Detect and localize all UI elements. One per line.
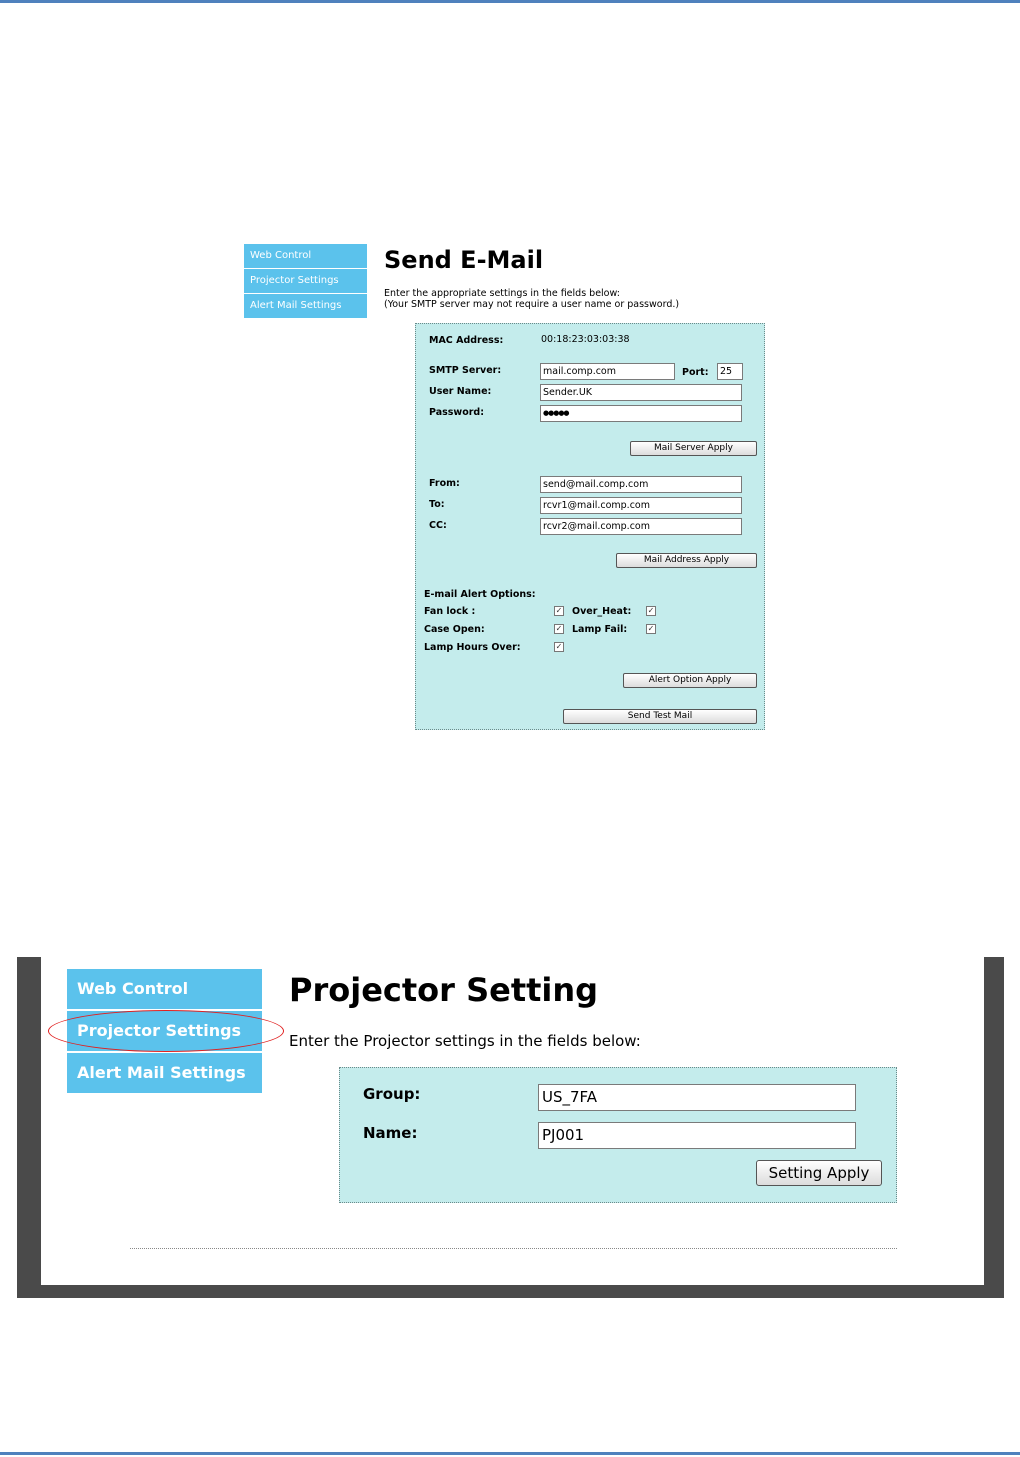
send-email-screenshot: [236, 240, 781, 732]
nav-projector-settings[interactable]: Projector Settings: [67, 1011, 262, 1051]
setting-apply-button[interactable]: Setting Apply: [756, 1160, 882, 1186]
mac-address-label: MAC Address:: [429, 335, 504, 346]
email-settings-form: [415, 323, 765, 730]
from-label: From:: [429, 478, 460, 489]
highlight-ellipse: [48, 1010, 284, 1052]
instruction-line-1: Enter the appropriate settings in the fields below:: [384, 288, 620, 299]
projector-setting-title: Projector Setting: [289, 971, 599, 1009]
projector-setting-screenshot: [17, 957, 1004, 1298]
name-label: Name:: [363, 1124, 418, 1142]
lamp-fail-checkbox[interactable]: ✓: [647, 624, 655, 633]
smtp-server-input[interactable]: mail.comp.com: [540, 363, 675, 380]
projector-page-content: [41, 957, 984, 1285]
nav-alert-mail-settings[interactable]: Alert Mail Settings: [67, 1053, 262, 1093]
password-label: Password:: [429, 407, 485, 418]
alert-option-apply-button[interactable]: Alert Option Apply: [623, 673, 757, 688]
password-input[interactable]: ●●●●●: [540, 405, 742, 422]
nav-projector-settings[interactable]: Projector Settings: [244, 269, 367, 293]
instruction-line-2: (Your SMTP server may not require a user name or password.): [384, 299, 680, 310]
from-input[interactable]: send@mail.comp.com: [540, 476, 742, 493]
port-label: Port:: [682, 367, 709, 378]
lamp-hours-over-checkbox[interactable]: ✓: [555, 642, 563, 651]
to-input[interactable]: rcvr1@mail.comp.com: [540, 497, 742, 514]
email-sidebar-nav: [244, 244, 367, 319]
port-input[interactable]: 25: [717, 363, 743, 380]
mail-server-apply-button[interactable]: Mail Server Apply: [630, 441, 757, 456]
to-label: To:: [429, 499, 445, 510]
nav-web-control[interactable]: Web Control: [67, 969, 262, 1009]
smtp-server-label: SMTP Server:: [429, 365, 502, 376]
send-email-instructions: [384, 288, 679, 310]
mac-address-value: 00:18:23:03:03:38: [541, 334, 630, 345]
nav-web-control[interactable]: Web Control: [244, 244, 367, 268]
send-test-mail-button[interactable]: Send Test Mail: [563, 709, 757, 724]
cc-input[interactable]: rcvr2@mail.comp.com: [540, 518, 742, 535]
fan-lock-label: Fan lock :: [424, 606, 476, 617]
user-name-input[interactable]: Sender.UK: [540, 384, 742, 401]
case-open-checkbox[interactable]: ✓: [555, 624, 563, 633]
page-top-rule: [0, 0, 1020, 3]
cc-label: CC:: [429, 520, 447, 531]
projector-instructions: Enter the Projector settings in the fields below:: [289, 1032, 641, 1050]
lamp-fail-label: Lamp Fail:: [572, 624, 628, 635]
page-bottom-rule: [0, 1452, 1020, 1455]
group-label: Group:: [363, 1085, 421, 1103]
over-heat-label: Over_Heat:: [572, 606, 632, 617]
fan-lock-checkbox[interactable]: ✓: [555, 606, 563, 615]
name-input[interactable]: PJ001: [538, 1122, 856, 1149]
lamp-hours-over-label: Lamp Hours Over:: [424, 642, 521, 653]
user-name-label: User Name:: [429, 386, 492, 397]
mail-address-apply-button[interactable]: Mail Address Apply: [616, 553, 757, 568]
alert-options-label: E-mail Alert Options:: [424, 589, 536, 600]
nav-alert-mail-settings[interactable]: Alert Mail Settings: [244, 294, 367, 318]
projector-settings-form: [339, 1067, 897, 1203]
case-open-label: Case Open:: [424, 624, 485, 635]
send-email-title: Send E-Mail: [384, 246, 544, 274]
over-heat-checkbox[interactable]: ✓: [647, 606, 655, 615]
group-input[interactable]: US_7FA: [538, 1084, 856, 1111]
content-divider: [130, 1248, 897, 1249]
